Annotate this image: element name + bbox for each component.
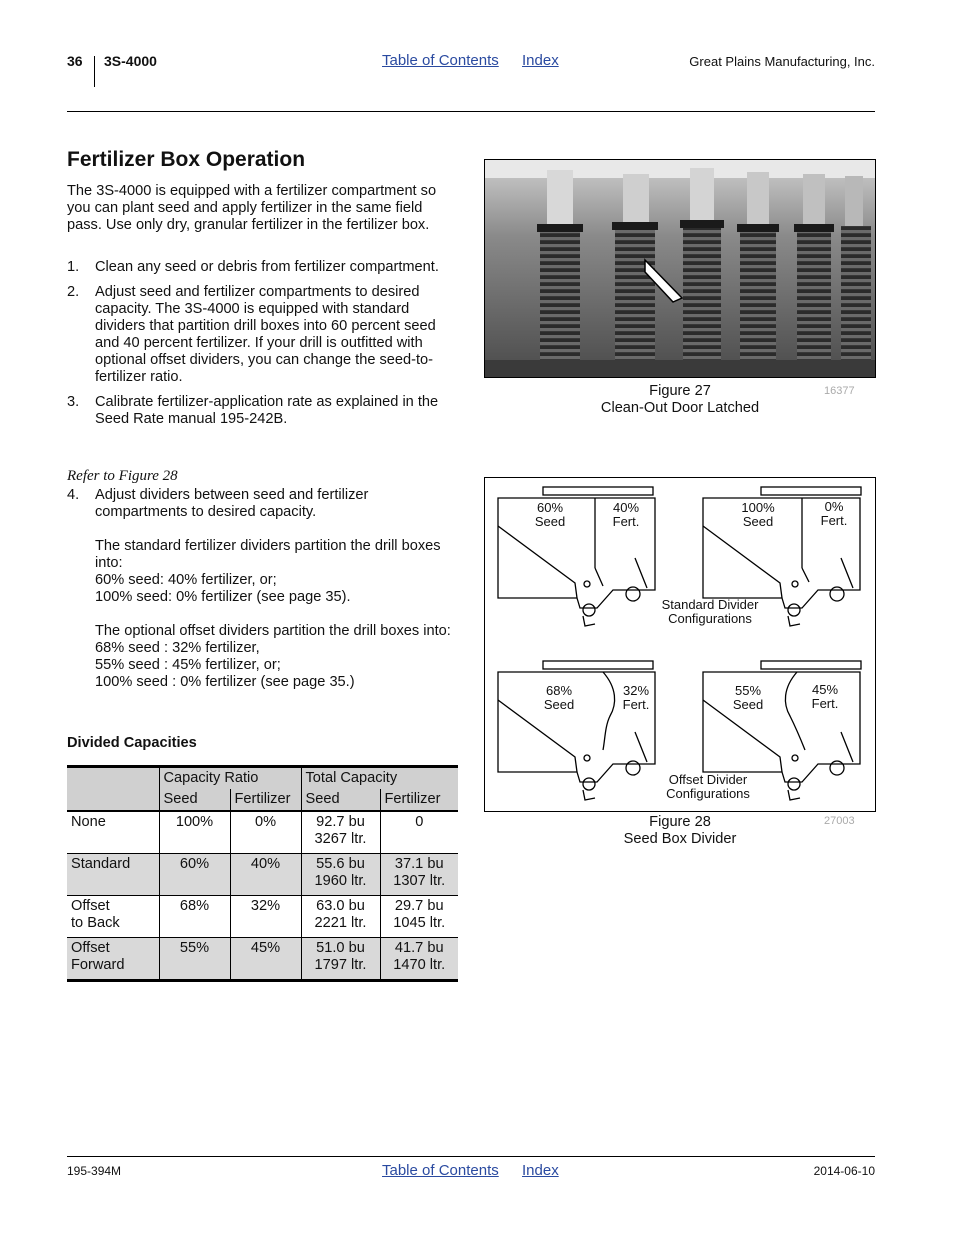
figure-28-title: Seed Box Divider (623, 831, 737, 847)
clean-out-door-photo (484, 159, 876, 378)
table-subheader: Seed (301, 789, 380, 811)
figure-27-number: Figure 27 (649, 383, 711, 399)
footer-toc-link[interactable]: Table of Contents (382, 1162, 499, 1179)
table-cell: 51.0 bu 1797 ltr. (301, 938, 380, 981)
seed-label: 100% Seed (741, 500, 775, 529)
fert-label: 40% Fert. (612, 500, 640, 529)
table-cell: 60% (159, 854, 230, 896)
table-cell-name: None (67, 811, 159, 854)
standard-ratio: 60% seed: 40% fertilizer, or; (95, 572, 277, 588)
table-cell: 0% (230, 811, 301, 854)
figure-28-image-id: 27003 (824, 815, 855, 827)
seed-box-divider-diagram (484, 477, 876, 812)
step-number: 3. (67, 394, 80, 410)
table-cell: 29.7 bu 1045 ltr. (380, 896, 458, 938)
table-cell: 68% (159, 896, 230, 938)
figure-28-number: Figure 28 (649, 814, 711, 830)
offset-ratio: 68% seed : 32% fertilizer, (95, 640, 260, 656)
seed-label: 60% Seed (534, 500, 566, 529)
table-row (67, 811, 458, 854)
offset-divider-paragraph (95, 623, 462, 691)
table-subheader: Fertilizer (230, 789, 301, 811)
header-divider (94, 56, 95, 87)
offset-ratio: 100% seed : 0% fertilizer (see page 35.) (95, 674, 355, 690)
figure-27-caption (560, 383, 800, 417)
table-cell-name: Standard (67, 854, 159, 896)
fert-label: 45% Fert. (811, 682, 839, 711)
table-row (67, 938, 458, 981)
standard-ratio: 100% seed: 0% fertilizer (see page 35). (95, 589, 351, 605)
table-cell: 32% (230, 896, 301, 938)
table-cell: 55.6 bu 1960 ltr. (301, 854, 380, 896)
list-item (67, 487, 462, 691)
table-header-blank (67, 767, 159, 790)
table-row (67, 896, 458, 938)
fert-label: 32% Fert. (622, 683, 650, 712)
section-title: Fertilizer Box Operation (67, 148, 306, 171)
steps-list-continued (67, 487, 462, 699)
seed-label: 55% Seed (732, 683, 764, 712)
figure-27-title: Clean-Out Door Latched (600, 400, 760, 416)
table-cell: 55% (159, 938, 230, 981)
offset-intro: The optional offset dividers partition the drill boxes into: (95, 623, 451, 639)
table-cell: 40% (230, 854, 301, 896)
step-text: Clean any seed or debris from fertilizer compartment. (95, 259, 439, 275)
table-subheader-row (67, 789, 458, 811)
fert-label: 0% Fert. (820, 499, 848, 528)
step-number: 2. (67, 284, 80, 300)
table-cell-name: Offset to Back (67, 896, 159, 938)
table-cell: 41.7 bu 1470 ltr. (380, 938, 458, 981)
header-toc-link[interactable]: Table of Contents (382, 52, 499, 69)
document-code: 195-394M (67, 1164, 122, 1178)
steps-list (67, 259, 462, 436)
table-subheader: Fertilizer (380, 789, 458, 811)
table-cell-name: Offset Forward (67, 938, 159, 981)
header-index-link[interactable]: Index (522, 52, 559, 69)
step-number: 4. (67, 487, 80, 503)
divided-capacities-table (67, 765, 458, 982)
table-title: Divided Capacities (67, 735, 197, 751)
table-cell: 37.1 bu 1307 ltr. (380, 854, 458, 896)
list-item (67, 259, 462, 276)
standard-intro: The standard fertilizer dividers partition the drill boxes into: (95, 538, 441, 571)
table-header-blank (67, 789, 159, 811)
table-cell: 92.7 bu 3267 ltr. (301, 811, 380, 854)
model-name: 3S-4000 (104, 53, 157, 69)
offset-ratio: 55% seed : 45% fertilizer, or; (95, 657, 281, 673)
list-item (67, 284, 462, 386)
document-date: 2014-06-10 (813, 1164, 875, 1178)
offset-divider-label: Offset Divider Configurations (666, 772, 750, 801)
step-text: Adjust dividers between seed and fertilizer compartments to desired capacity. (95, 487, 369, 520)
table-cell: 100% (159, 811, 230, 854)
footer-rule (67, 1156, 875, 1157)
step-number: 1. (67, 259, 80, 275)
standard-divider-label: Standard Divider Configurations (661, 597, 759, 626)
clean-out-door-photo-art (485, 160, 875, 377)
seed-label: 68% Seed (543, 683, 575, 712)
step-text: Adjust seed and fertilizer compartments to desired capacity. The 3S-4000 is equipped with standard dividers that partition drill boxes into 60 percent seed and 40 percent fertilizer. If your drill is outfitted with optional offset dividers, you can change the seed-to-fertilizer ratio. (95, 284, 436, 385)
step-text: Calibrate fertilizer-application rate as explained in the Seed Rate manual 195-242B. (95, 394, 439, 427)
box-diagram-68-32 (498, 661, 655, 800)
table-row (67, 854, 458, 896)
figure-28-caption (560, 814, 800, 848)
table-cell: 45% (230, 938, 301, 981)
company-name: Great Plains Manufacturing, Inc. (689, 54, 875, 69)
table-header-row (67, 767, 458, 790)
figure-reference: Refer to Figure 28 (67, 468, 178, 484)
table-group-header: Total Capacity (301, 767, 458, 790)
table-subheader: Seed (159, 789, 230, 811)
table-cell: 63.0 bu 2221 ltr. (301, 896, 380, 938)
page-number: 36 (67, 53, 83, 69)
standard-divider-paragraph (95, 538, 462, 606)
header-rule (67, 111, 875, 112)
list-item (67, 394, 462, 428)
intro-paragraph: The 3S-4000 is equipped with a fertilizer compartment so you can plant seed and apply fertilizer in the same field pass. Use only dry, granular fertilizer in the fertilizer box. (67, 183, 437, 233)
table-group-header: Capacity Ratio (159, 767, 301, 790)
footer-index-link[interactable]: Index (522, 1162, 559, 1179)
table-cell: 0 (380, 811, 458, 854)
figure-27-image-id: 16377 (824, 385, 855, 397)
